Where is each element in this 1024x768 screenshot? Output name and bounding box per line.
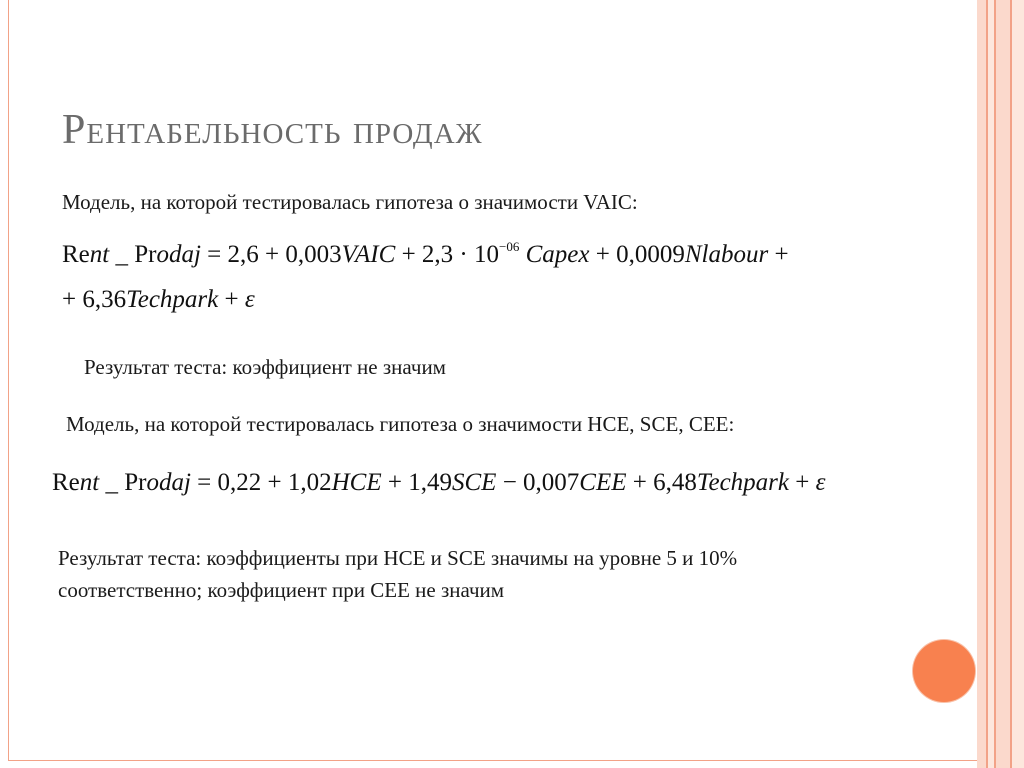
decor-stripe [1012, 0, 1024, 768]
formula-part: ε [244, 286, 255, 313]
model1-result: Результат теста: коэффициент не значим [84, 355, 446, 379]
formula-part: VAIC [341, 241, 396, 268]
formula-part: Re [62, 241, 90, 268]
decor-stripe [977, 0, 986, 768]
formula-part: Techpark [696, 469, 790, 496]
formula-part: + 6,48 [626, 469, 697, 496]
formula-part: _ Pr [109, 241, 157, 268]
slide-title: Рентабельность продаж [62, 107, 483, 153]
formula-part: odaj [156, 241, 201, 268]
formula-part: Capex [525, 241, 590, 268]
formula-part: = 0,22 + 1,02 [190, 469, 332, 496]
decor-circle [913, 640, 975, 702]
model2-result-line2: соответственно; коэффициент при CEE не значим [58, 578, 505, 602]
model1-intro: Модель, на которой тестировалась гипотеза о значимости VAIC: [62, 190, 638, 214]
formula-part: nt [79, 469, 100, 496]
formula-part: _ Pr [99, 469, 147, 496]
formula-part: Re [52, 469, 80, 496]
formula-part: SCE [451, 469, 497, 496]
model2-intro: Модель, на которой тестировалась гипотеза о значимости HCE, SCE, CEE: [66, 412, 735, 436]
formula-part: + [768, 241, 789, 268]
formula-part: nt [89, 241, 110, 268]
formula-part: HCE [331, 469, 382, 496]
formula-part: = 2,6 + 0,003 [200, 241, 342, 268]
decor-stripe [996, 0, 1010, 768]
formula-part: + [218, 286, 245, 313]
formula-part: − 0,007 [496, 469, 580, 496]
formula2 [52, 470, 825, 495]
formula-part: CEE [579, 469, 627, 496]
formula1-line1 [62, 240, 789, 267]
formula-part: + [789, 469, 816, 496]
formula-part: Techpark [126, 286, 219, 313]
formula-part: + 1,49 [381, 469, 452, 496]
formula-part: Nlabour [684, 241, 769, 268]
formula-exponent: −06 [499, 239, 520, 254]
formula-part: + 0,0009 [589, 241, 685, 268]
model2-result-line1: Результат теста: коэффициенты при HCE и SCE значимы на уровне 5 и 10% [58, 546, 738, 570]
formula1-line2 [62, 287, 255, 312]
formula-part: odaj [146, 469, 191, 496]
formula-part: ε [815, 469, 826, 496]
formula-part: + 2,3 · 10 [395, 241, 499, 268]
formula-part: + 6,36 [62, 286, 127, 313]
